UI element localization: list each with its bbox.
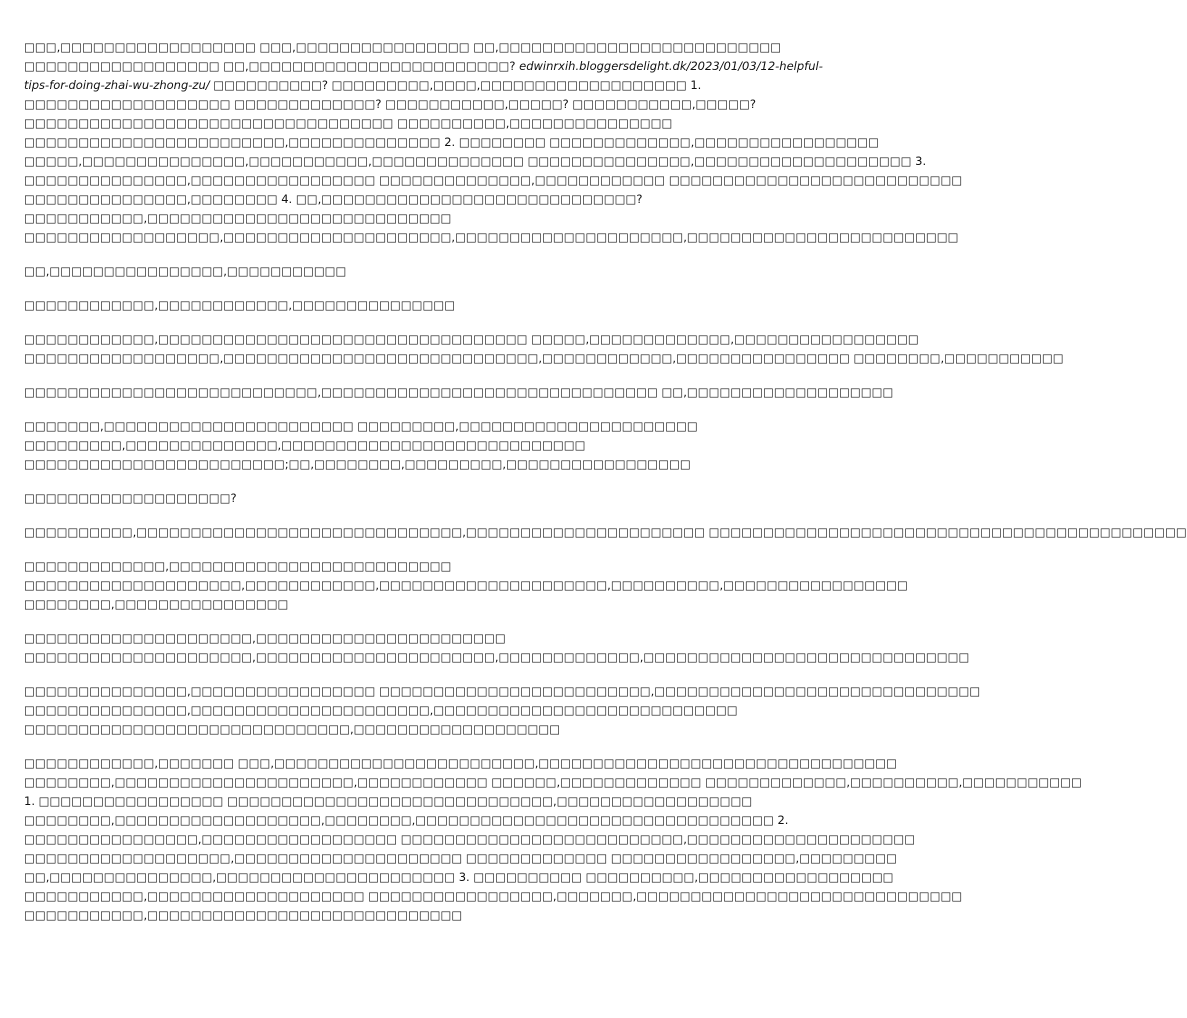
paragraph: [24, 754, 1082, 925]
paragraph: [24, 296, 692, 315]
text-line: 1. □□□□□□□□□□□□□□□□□ □□□□□□□□□□□□□□□□□□□□□□□□□□□□□□,□□□□□□□□□□□□□□□□□□: [24, 794, 753, 808]
paragraph-gap: [24, 739, 692, 754]
text-line: □□□□□□□□□□□□□,□□□□□□□□□□□□□□□□□□□□□□□□□□: [24, 559, 452, 573]
paragraph: [24, 262, 692, 281]
text-line: □□□□□□□□□□□□□□□□□□□□□,□□□□□□□□□□□□□□□□□□□□□□,□□□□□□□□□□□□□,□□□□□□□□□□□□□□□□□□□□□□□□□□□□□□: [24, 650, 970, 664]
text-line: □□□□□□□□□□□□□□□□□□□□□□□□;□□,□□□□□□□□,□□□□□□□□□,□□□□□□□□□□□□□□□□□: [24, 457, 691, 471]
text-line: □□□□□□□□□□□□,□□□□□□□□□□□□,□□□□□□□□□□□□□□□: [24, 298, 456, 312]
paragraph: [24, 557, 908, 614]
paragraph: [24, 417, 698, 474]
text-line: □□□□□□□□□□□,□□□□□□□□□□□□□□□□□□□□ □□□□□□□□□□□□□□□□□,□□□□□□□,□□□□□□□□□□□□□□□□□□□□□□□□□□□□□□: [24, 889, 963, 903]
paragraph-gap: [24, 614, 692, 629]
paragraph: [24, 523, 1187, 542]
paragraph-gap: [24, 402, 692, 417]
text-line: □□□□□□□□□□□□□□□□□□ □□,□□□□□□□□□□□□□□□□□□□□□□□□? edwinrxih.bloggersdelight.dk/2023/01/03/12-helpful-: [24, 59, 823, 73]
text-line: □□□□□□□□□□□□□□□,□□□□□□□□□□□□□□□□□ □□□□□□□□□□□□□□,□□□□□□□□□□□□ □□□□□□□□□□□□□□□□□□□□□□□□□□□: [24, 173, 963, 187]
text-line: □□□□□□□□,□□□□□□□□□□□□□□□□□□□,□□□□□□□□,□□□□□□□□□□□□□□□□□□□□□□□□□□□□□□□□□ 2.: [24, 813, 789, 827]
text-line: □□□□□□□□□□□□□□□,□□□□□□□□ 4. □□,□□□□□□□□□□□□□□□□□□□□□□□□□□□□□?: [24, 192, 643, 206]
paragraph-gap: [24, 542, 692, 557]
text-line: □□□□□□□□□□□□,□□□□□□□□□□□□□□□□□□□□□□□□□□□□□□□□□□ □□□□□,□□□□□□□□□□□□□,□□□□□□□□□□□□□□□□□: [24, 332, 919, 346]
text-line: □□□□□□□□□□□,□□□□□□□□□□□□□□□□□□□□□□□□□□□□: [24, 211, 452, 225]
paragraph-gap: [24, 281, 692, 296]
url-link[interactable]: tips-for-doing-zhai-wu-zhong-zu/: [24, 78, 210, 92]
url-link[interactable]: edwinrxih.bloggersdelight.dk/2023/01/03/12-helpful-: [519, 59, 823, 73]
text-line: □□□□□□□□□□□,□□□□□□□□□□□□□□□□□□□□□□□□□□□□□: [24, 908, 463, 922]
paragraph: [24, 489, 692, 508]
paragraph: [24, 383, 894, 402]
text-line: □□□□□,□□□□□□□□□□□□□□□,□□□□□□□□□□□,□□□□□□□□□□□□□□ □□□□□□□□□□□□□□□,□□□□□□□□□□□□□□□□□□□□ 3.: [24, 154, 927, 168]
text-line: □□□□□□□□□□□□□□□□□□□,□□□□□□□□□□□□□□□□□□□□□ □□□□□□□□□□□□□ □□□□□□□□□□□□□□□□□,□□□□□□□□□: [24, 851, 897, 865]
paragraph-gap: [24, 247, 692, 262]
text-line: □□□□□□□□,□□□□□□□□□□□□□□□□: [24, 597, 289, 611]
text-line: □□□□□□□□□□□□,□□□□□□□ □□□,□□□□□□□□□□□□□□□□□□□□□□□□,□□□□□□□□□□□□□□□□□□□□□□□□□□□□□□□□□: [24, 756, 897, 770]
text-line: □□□□□□□□□□□□□□□□□□□□,□□□□□□□□□□□□,□□□□□□□□□□□□□□□□□□□□□,□□□□□□□□□□,□□□□□□□□□□□□□□□□□: [24, 578, 908, 592]
paragraph: [24, 38, 963, 247]
paragraph-gap: [24, 474, 692, 489]
text-line: □□,□□□□□□□□□□□□□□□,□□□□□□□□□□□□□□□□□□□□□□ 3. □□□□□□□□□□ □□□□□□□□□□,□□□□□□□□□□□□□□□□□□: [24, 870, 894, 884]
text-line: □□□□□□□□□□□□□□□□□□□□□,□□□□□□□□□□□□□□□□□□□□□□□: [24, 631, 506, 645]
paragraph-gap: [24, 368, 692, 383]
paragraph: [24, 330, 1064, 368]
text-line: □□□□□□□□□□□□□□□□□□□?: [24, 491, 237, 505]
document-body: [24, 38, 1187, 925]
text-line: □□□□□□□□□□□□□□□□□□□ □□□□□□□□□□□□□? □□□□□□□□□□□,□□□□□? □□□□□□□□□□□,□□□□□?: [24, 97, 756, 111]
text-line: □□□□□□□□□□□□□□□□□□□□□□□□□□□□□□□□□□ □□□□□□□□□□,□□□□□□□□□□□□□□□: [24, 116, 673, 130]
paragraph-gap: [24, 315, 692, 330]
text-line: tips-for-doing-zhai-wu-zhong-zu/ □□□□□□□□□□? □□□□□□□□□,□□□□,□□□□□□□□□□□□□□□□□□□ 1.: [24, 78, 702, 92]
text-line: □□□□□□□□□□□□□□□□□□,□□□□□□□□□□□□□□□□□□□□□□□□□□□□□,□□□□□□□□□□□□,□□□□□□□□□□□□□□□□ □□□□□□□□,□□□□□□□□□□□: [24, 351, 1064, 365]
paragraph: [24, 629, 970, 667]
text-line: □□□,□□□□□□□□□□□□□□□□□□ □□□,□□□□□□□□□□□□□□□□ □□,□□□□□□□□□□□□□□□□□□□□□□□□□□: [24, 40, 782, 54]
text-line: □□□□□□□□□□,□□□□□□□□□□□□□□□□□□□□□□□□□□□□□□,□□□□□□□□□□□□□□□□□□□□□□ □□□□□□□□□□□□□□□□□□□□□□□□□□□□□□□□□□□□□□□□□□□□: [24, 525, 1187, 539]
paragraph: [24, 682, 981, 739]
text-line: □□□□□□□□□,□□□□□□□□□□□□□□,□□□□□□□□□□□□□□□□□□□□□□□□□□□□: [24, 438, 586, 452]
text-line: □□□□□□□□□□□□□□□□□□□□□□□□,□□□□□□□□□□□□□□ 2. □□□□□□□□ □□□□□□□□□□□□□,□□□□□□□□□□□□□□□□□: [24, 135, 880, 149]
text-line: □□□□□□□□□□□□□□□,□□□□□□□□□□□□□□□□□ □□□□□□□□□□□□□□□□□□□□□□□□□,□□□□□□□□□□□□□□□□□□□□□□□□□□□□□□: [24, 684, 981, 698]
text-line: □□□□□□□□□□□□□□□□□□□□□□□□□□□□□□,□□□□□□□□□□□□□□□□□□□: [24, 722, 561, 736]
paragraph-gap: [24, 508, 692, 523]
text-line: □□□□□□□□□□□□□□□□,□□□□□□□□□□□□□□□□□□ □□□□□□□□□□□□□□□□□□□□□□□□□□,□□□□□□□□□□□□□□□□□□□□□: [24, 832, 916, 846]
paragraph-gap: [24, 667, 692, 682]
text-line: □□□□□□□□□□□□□□□,□□□□□□□□□□□□□□□□□□□□□□,□□□□□□□□□□□□□□□□□□□□□□□□□□□□: [24, 703, 738, 717]
text-line: □□□□□□□,□□□□□□□□□□□□□□□□□□□□□□□ □□□□□□□□□,□□□□□□□□□□□□□□□□□□□□□□: [24, 419, 698, 433]
text-line: □□□□□□□□,□□□□□□□□□□□□□□□□□□□□□□,□□□□□□□□□□□□ □□□□□□,□□□□□□□□□□□□□ □□□□□□□□□□□□□,□□□□□□□□□□,□□□□□□□□□□□: [24, 775, 1082, 789]
text-line: □□,□□□□□□□□□□□□□□□□,□□□□□□□□□□□: [24, 264, 347, 278]
text-line: □□□□□□□□□□□□□□□□□□,□□□□□□□□□□□□□□□□□□□□□,□□□□□□□□□□□□□□□□□□□□□,□□□□□□□□□□□□□□□□□□□□□□□□□: [24, 230, 959, 244]
text-line: □□□□□□□□□□□□□□□□□□□□□□□□□□□,□□□□□□□□□□□□□□□□□□□□□□□□□□□□□□□ □□,□□□□□□□□□□□□□□□□□□□: [24, 385, 894, 399]
